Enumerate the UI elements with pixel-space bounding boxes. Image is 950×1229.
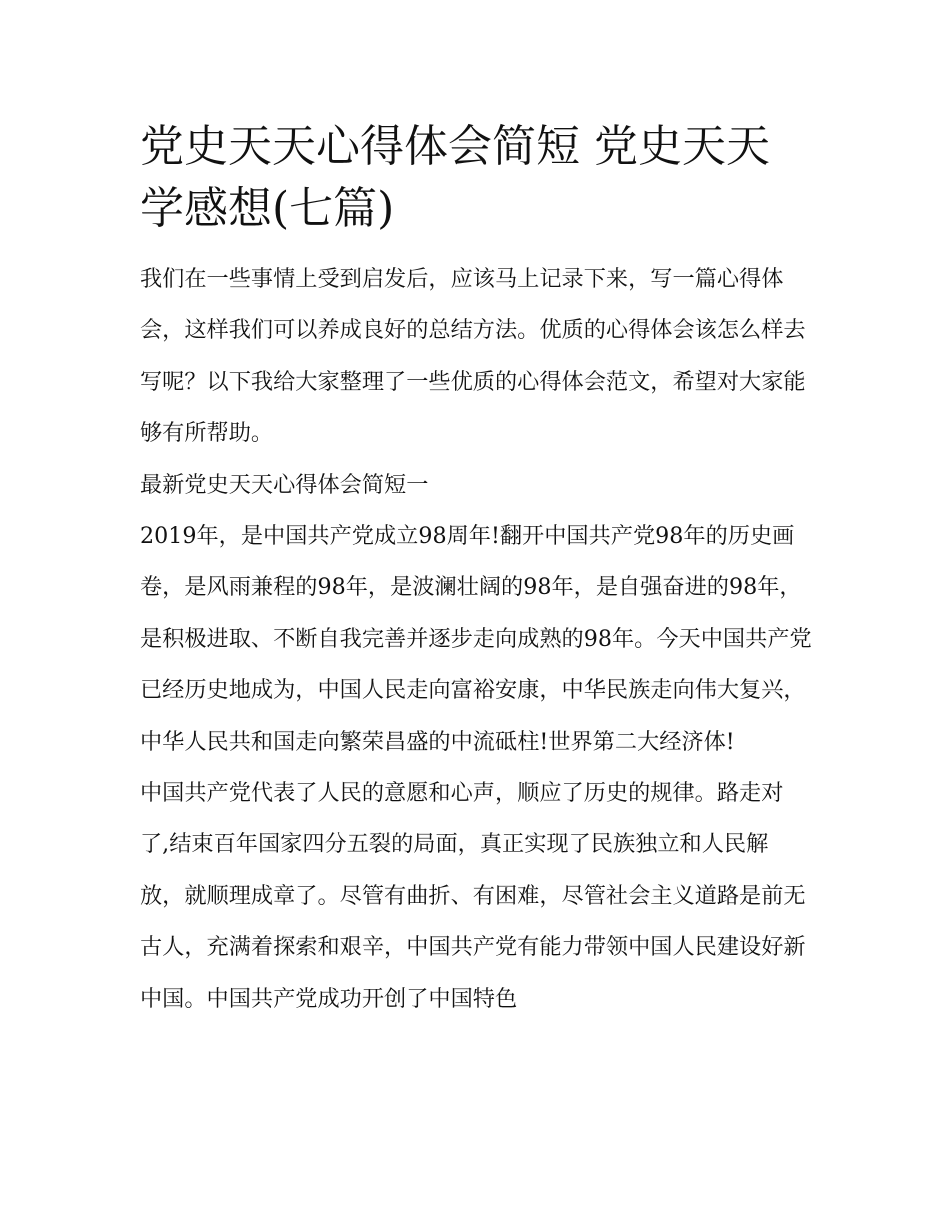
document-title: 党史天天心得体会简短 党史天天学感想(七篇) xyxy=(140,121,770,234)
body-paragraph: 中国共产党代表了人民的意愿和心声，顺应了历史的规律。路走对了,结束百年国家四分五裂的局面，真正实现了民族独立和人民解放，就顺理成章了。尽管有曲折、有困难，尽管社会主义道路是前无古人，充满着探索和艰辛，中国共产党有能力带领中国人民建设好新中国。中国共产党成功开创了中国特色 xyxy=(140,780,806,1012)
intro-paragraph: 我们在一些事情上受到启发后，应该马上记录下来，写一篇心得体会，这样我们可以养成良好的总结方法。优质的心得体会该怎么样去写呢？以下我给大家整理了一些优质的心得体会范文，希望对大家能够有所帮助。 xyxy=(140,266,806,447)
section-heading: 最新党史天天心得体会简短一 xyxy=(140,471,429,498)
body-paragraph: 2019年，是中国共产党成立98周年!翻开中国共产党98年的历史画卷，是风雨兼程的98年，是波澜壮阔的98年，是自强奋进的98年，是积极进取、不断自我完善并逐步走向成熟的98年。今天中国共产党已经历史地成为，中国人民走向富裕安康，中华民族走向伟大复兴，中华人民共和国走向繁荣昌盛的中流砥柱!世界第二大经济体! xyxy=(140,523,812,755)
document-body xyxy=(140,116,812,1025)
